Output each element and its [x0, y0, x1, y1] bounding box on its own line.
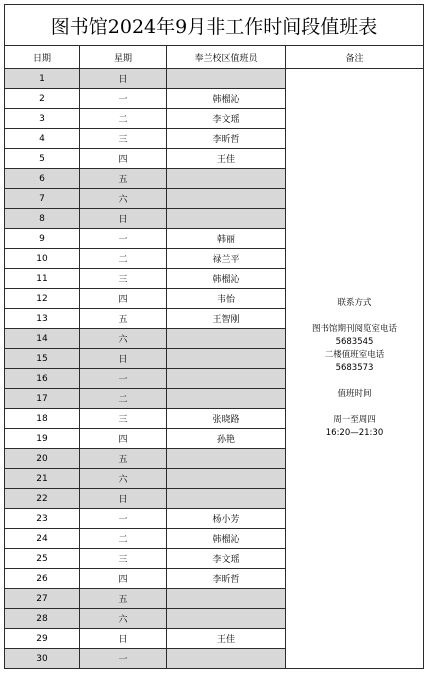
cell-date: 29 [5, 629, 80, 649]
cell-date: 18 [5, 409, 80, 429]
cell-staff [167, 369, 286, 389]
cell-date: 11 [5, 269, 80, 289]
notes-cell [286, 69, 424, 669]
cell-staff [167, 209, 286, 229]
cell-staff: 李昕哲 [167, 129, 286, 149]
cell-weekday: 二 [80, 389, 167, 409]
cell-staff [167, 189, 286, 209]
cell-weekday: 四 [80, 149, 167, 169]
cell-date: 25 [5, 549, 80, 569]
cell-staff: 韩榴沁 [167, 529, 286, 549]
cell-weekday: 六 [80, 609, 167, 629]
cell-staff: 王佳 [167, 629, 286, 649]
cell-weekday: 二 [80, 109, 167, 129]
table-row [5, 69, 424, 89]
cell-staff [167, 69, 286, 89]
cell-weekday: 三 [80, 549, 167, 569]
reading-room-label: 图书馆期刊阅览室电话 [312, 324, 398, 334]
cell-staff [167, 489, 286, 509]
cell-weekday: 四 [80, 429, 167, 449]
cell-weekday: 三 [80, 409, 167, 429]
cell-date: 20 [5, 449, 80, 469]
cell-date: 2 [5, 89, 80, 109]
contact-heading: 联系方式 [337, 298, 372, 308]
cell-date: 1 [5, 69, 80, 89]
cell-staff: 韦怡 [167, 289, 286, 309]
cell-weekday: 六 [80, 329, 167, 349]
cell-weekday: 日 [80, 489, 167, 509]
notes-spacer [286, 375, 423, 388]
cell-weekday: 一 [80, 229, 167, 249]
cell-date: 13 [5, 309, 80, 329]
duty-roster-table [4, 4, 424, 669]
cell-staff: 李昕哲 [167, 569, 286, 589]
cell-weekday: 六 [80, 469, 167, 489]
cell-date: 12 [5, 289, 80, 309]
cell-staff [167, 449, 286, 469]
cell-date: 21 [5, 469, 80, 489]
header-date: 日期 [5, 46, 80, 69]
notes-spacer [286, 310, 423, 323]
cell-weekday: 一 [80, 369, 167, 389]
reading-room-phone: 5683545 [335, 337, 374, 347]
cell-date: 28 [5, 609, 80, 629]
cell-staff: 孙艳 [167, 429, 286, 449]
cell-staff: 韩榴沁 [167, 89, 286, 109]
cell-staff [167, 609, 286, 629]
cell-staff [167, 589, 286, 609]
duty-hours: 16:20—21:30 [325, 428, 384, 438]
title-row [5, 5, 424, 46]
cell-weekday: 三 [80, 269, 167, 289]
cell-staff: 王佳 [167, 149, 286, 169]
cell-date: 24 [5, 529, 80, 549]
notes-spacer [286, 401, 423, 414]
page-title: 图书馆2024年9月非工作时间段值班表 [5, 5, 424, 46]
cell-staff: 韩榴沁 [167, 269, 286, 289]
cell-weekday: 四 [80, 289, 167, 309]
header-weekday: 星期 [80, 46, 167, 69]
cell-date: 9 [5, 229, 80, 249]
header-row [5, 46, 424, 69]
cell-weekday: 五 [80, 449, 167, 469]
cell-date: 16 [5, 369, 80, 389]
cell-weekday: 三 [80, 129, 167, 149]
cell-weekday: 五 [80, 589, 167, 609]
cell-staff: 禄兰平 [167, 249, 286, 269]
cell-staff: 张晓路 [167, 409, 286, 429]
cell-date: 3 [5, 109, 80, 129]
cell-weekday: 一 [80, 509, 167, 529]
cell-weekday: 一 [80, 89, 167, 109]
cell-date: 22 [5, 489, 80, 509]
cell-date: 14 [5, 329, 80, 349]
cell-date: 4 [5, 129, 80, 149]
cell-weekday: 五 [80, 169, 167, 189]
duty-roster-sheet [4, 4, 423, 669]
cell-staff [167, 649, 286, 669]
cell-staff: 韩丽 [167, 229, 286, 249]
cell-date: 27 [5, 589, 80, 609]
cell-weekday: 日 [80, 69, 167, 89]
cell-staff [167, 349, 286, 369]
duty-days: 周一至周四 [333, 415, 376, 425]
cell-weekday: 日 [80, 629, 167, 649]
cell-staff: 李文瑶 [167, 549, 286, 569]
cell-weekday: 六 [80, 189, 167, 209]
roster-body [5, 5, 424, 669]
cell-date: 26 [5, 569, 80, 589]
cell-date: 15 [5, 349, 80, 369]
cell-date: 5 [5, 149, 80, 169]
cell-staff [167, 389, 286, 409]
cell-date: 30 [5, 649, 80, 669]
cell-staff: 杨小芳 [167, 509, 286, 529]
duty-room-label: 二楼值班室电话 [324, 350, 385, 360]
duty-time-heading: 值班时间 [337, 389, 372, 399]
cell-staff [167, 469, 286, 489]
cell-date: 8 [5, 209, 80, 229]
cell-staff: 李文瑶 [167, 109, 286, 129]
cell-staff: 王智刚 [167, 309, 286, 329]
header-staff: 奉兰校区值班员 [167, 46, 286, 69]
duty-room-phone: 5683573 [335, 363, 374, 373]
cell-date: 17 [5, 389, 80, 409]
cell-weekday: 日 [80, 209, 167, 229]
cell-date: 10 [5, 249, 80, 269]
cell-date: 7 [5, 189, 80, 209]
cell-date: 6 [5, 169, 80, 189]
cell-staff [167, 329, 286, 349]
cell-weekday: 日 [80, 349, 167, 369]
cell-weekday: 二 [80, 529, 167, 549]
cell-staff [167, 169, 286, 189]
cell-weekday: 一 [80, 649, 167, 669]
cell-date: 19 [5, 429, 80, 449]
cell-weekday: 二 [80, 249, 167, 269]
cell-weekday: 五 [80, 309, 167, 329]
cell-weekday: 四 [80, 569, 167, 589]
cell-date: 23 [5, 509, 80, 529]
header-notes: 备注 [286, 46, 424, 69]
